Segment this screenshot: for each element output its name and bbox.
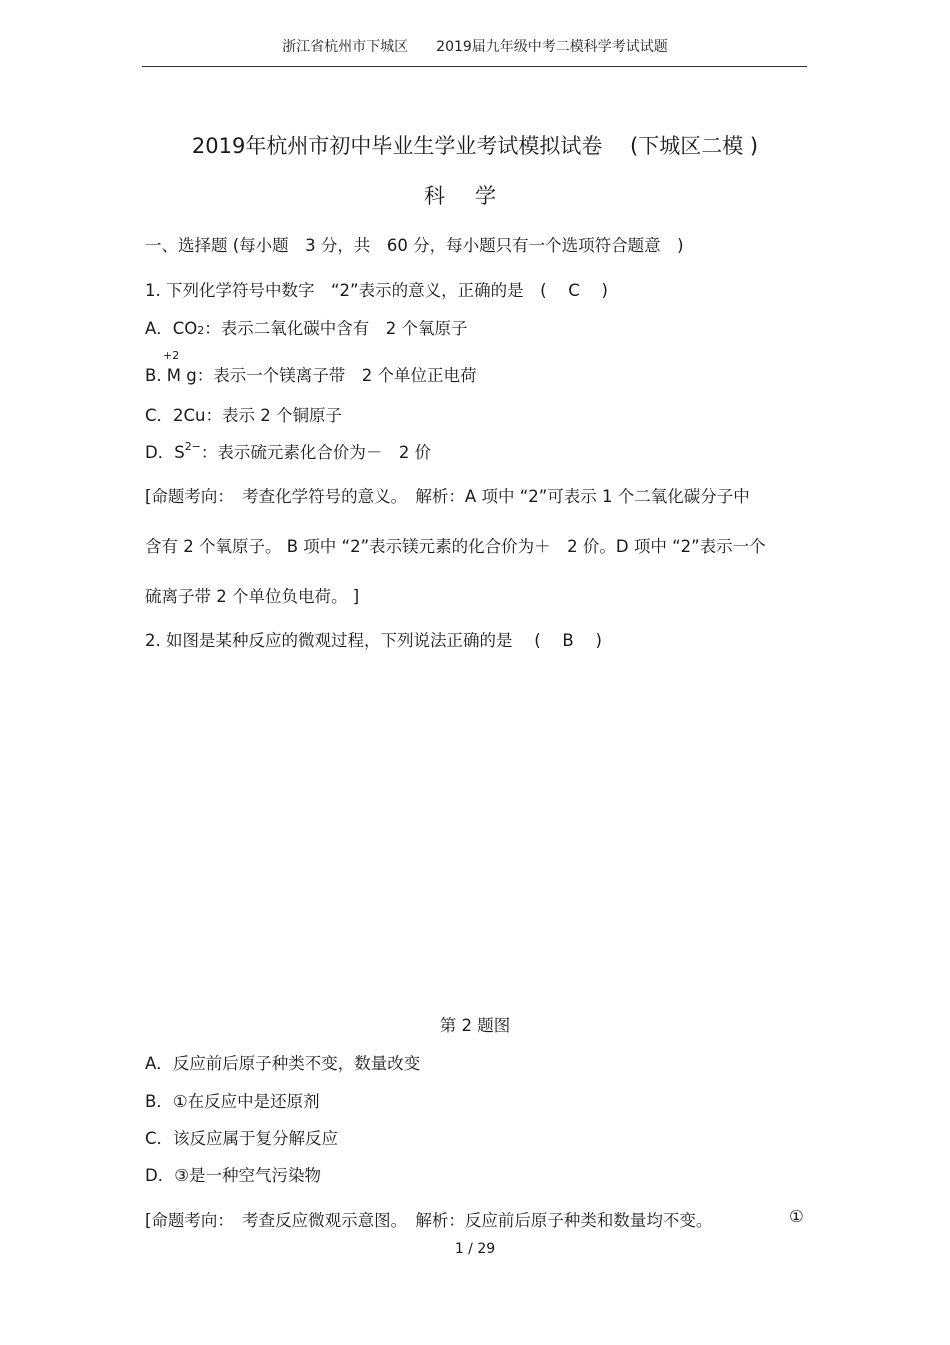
q1-option-a [145, 315, 468, 339]
q1-option-b-valence: +2 [163, 349, 180, 362]
q1-option-c: C．2Cu：表示 2 个铜原子 [145, 406, 342, 425]
q1-option-b-formula [145, 349, 197, 385]
q2-option-d: D．③是一种空气污染物 [145, 1166, 321, 1185]
running-header [0, 36, 950, 56]
q1-option-a-subscript: 2 [197, 324, 205, 337]
q1-stem-part-a: 1. 下列化学符号中数字 “2” [145, 281, 359, 300]
q1-option-a-formula: A．CO [145, 319, 198, 338]
q1-analysis-line-3: 硫离子带 2 个单位负电荷。 ] [145, 587, 360, 606]
q2-option-a: A．反应前后原子种类不变，数量改变 [145, 1054, 421, 1073]
section-heading: 一、选择题 (每小题 3 分，共 60 分，每小题只有一个选项符合题意 ) [145, 236, 684, 255]
q1-analysis-line-1: [命题考向： 考查化学符号的意义。 解析：A 项中 “2”可表示 1 个二氧化碳分子中 [145, 487, 750, 506]
q1-stem-part-b: 表示的意义，正确的是 ( C ) [358, 281, 608, 300]
subject-title: 科学 [424, 184, 526, 208]
header-exam-title: 2019届九年级中考二模科学考试试题 [436, 39, 668, 55]
q1-option-d-charge: 2− [184, 440, 201, 453]
question-1-stem [145, 277, 608, 301]
q1-analysis-line-2: 含有 2 个氧原子。 B 项中 “2”表示镁元素的化合价为＋ 2 价。D 项中 “2”表示一个 [145, 537, 766, 556]
question-2-stem: 2. 如图是某种反应的微观过程，下列说法正确的是 ( B ) [145, 631, 602, 650]
q2-figure-caption: 第 2 题图 [439, 1016, 511, 1035]
q1-option-a-text: ：表示二氧化碳中含有 2 个氧原子 [204, 319, 468, 338]
page-number: 1 / 29 [454, 1241, 496, 1257]
q1-option-b-symbol: B. M g [145, 366, 197, 385]
header-rule [142, 66, 807, 67]
q2-figure-area [145, 665, 805, 995]
paper-title: 2019年杭州市初中毕业生学业考试模拟试卷 (下城区二模 ) [191, 134, 759, 158]
q1-option-d-text: ：表示硫元素化合价为－ 2 价 [200, 443, 432, 462]
q2-analysis-line-1: [命题考向： 考查反应微观示意图。 解析：反应前后原子种类和数量均不变。 [145, 1211, 713, 1230]
header-school: 浙江省杭州市下城区 [282, 39, 409, 55]
q1-option-d-symbol: D．S [145, 443, 185, 462]
q1-option-b-text: ：表示一个镁离子带 2 个单位正电荷 [196, 366, 477, 385]
q1-option-d [145, 439, 431, 463]
q1-option-b [145, 349, 477, 386]
q2-option-c: C．该反应属于复分解反应 [145, 1129, 339, 1148]
q2-option-b: B．①在反应中是还原剂 [145, 1092, 320, 1111]
q2-analysis-line-1-end: ① [789, 1207, 804, 1226]
